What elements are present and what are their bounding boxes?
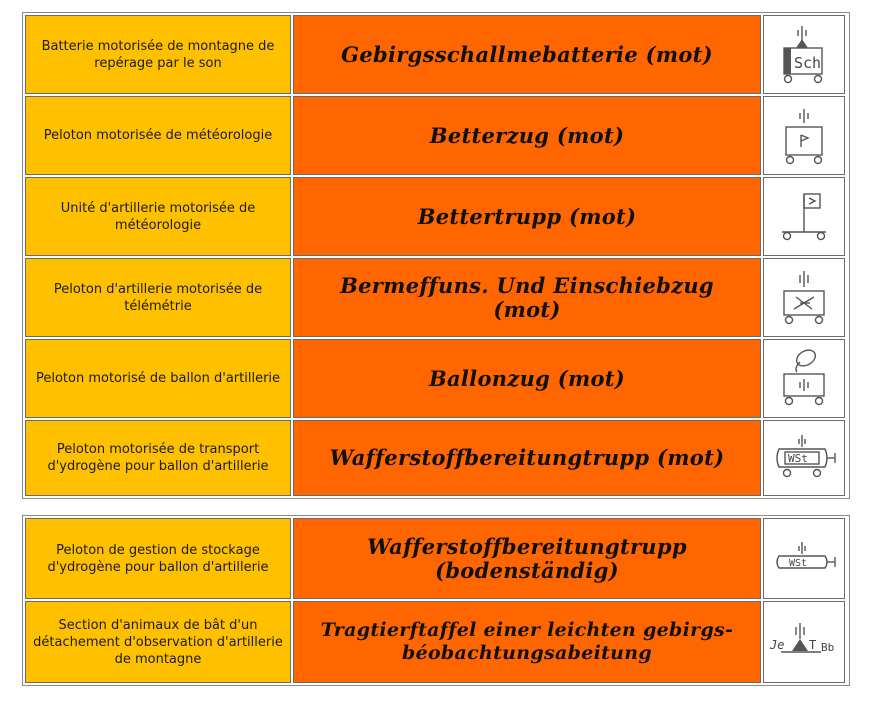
sound-ranging-battery-symbol-icon xyxy=(774,22,834,88)
german-designation: Bettertrupp (mot) xyxy=(293,177,761,256)
svg-text:Bb: Bb xyxy=(821,641,835,654)
french-designation: Unité d'artillerie motorisée de météorologie xyxy=(25,177,291,256)
german-designation: Ballonzug (mot) xyxy=(293,339,761,418)
french-designation: Section d'animaux de bât d'un détachement d'observation d'artillerie de montagne xyxy=(25,601,291,683)
french-designation: Peloton d'artillerie motorisée de télémétrie xyxy=(25,258,291,337)
svg-text:Sch: Sch xyxy=(794,53,822,72)
german-designation: Tragtierftaffel einer leichten gebirgs- béobachtungsabeitung xyxy=(293,601,761,683)
pack-animal-section-symbol-icon xyxy=(767,609,841,675)
unit-table-2 xyxy=(22,515,850,686)
french-designation: Peloton motorisé de ballon d'artillerie xyxy=(25,339,291,418)
hydrogen-transport-symbol-icon xyxy=(769,425,839,491)
meteorology-unit-flag-symbol-icon xyxy=(774,184,834,250)
table-row xyxy=(25,420,847,496)
svg-text:T: T xyxy=(809,638,817,652)
symbol-cell xyxy=(763,177,845,256)
german-designation: Wafferstoffbereitungtrupp (bodenständig) xyxy=(293,518,761,599)
table-row xyxy=(25,518,847,599)
french-designation: Peloton de gestion de stockage d'ydrogène pour ballon d'artillerie xyxy=(25,518,291,599)
meteorology-platoon-symbol-icon xyxy=(774,103,834,169)
table-row xyxy=(25,601,847,683)
german-designation: Betterzug (mot) xyxy=(293,96,761,175)
table-row xyxy=(25,339,847,418)
balloon-platoon-symbol-icon xyxy=(774,346,834,412)
table-row xyxy=(25,15,847,94)
french-designation: Peloton motorisée de transport d'ydrogène pour ballon d'artillerie xyxy=(25,420,291,496)
german-designation: Bermeffuns. Und Einschiebzug (mot) xyxy=(293,258,761,337)
german-designation: Wafferstoffbereitungtrupp (mot) xyxy=(293,420,761,496)
survey-platoon-symbol-icon xyxy=(774,265,834,331)
symbol-cell xyxy=(763,339,845,418)
french-designation: Batterie motorisée de montagne de repérage par le son xyxy=(25,15,291,94)
symbol-cell xyxy=(763,96,845,175)
symbol-cell xyxy=(763,601,845,683)
symbol-cell xyxy=(763,15,845,94)
table-row xyxy=(25,96,847,175)
symbol-cell xyxy=(763,258,845,337)
hydrogen-storage-symbol-icon xyxy=(769,526,839,592)
symbol-cell xyxy=(763,518,845,599)
svg-text:Je: Je xyxy=(770,638,785,652)
french-designation: Peloton motorisée de météorologie xyxy=(25,96,291,175)
table-row xyxy=(25,258,847,337)
svg-text:WSt: WSt xyxy=(788,452,808,465)
svg-text:WSt: WSt xyxy=(789,557,808,569)
symbol-cell xyxy=(763,420,845,496)
german-designation: Gebirgsschallmebatterie (mot) xyxy=(293,15,761,94)
unit-table-1 xyxy=(22,12,850,499)
table-row xyxy=(25,177,847,256)
